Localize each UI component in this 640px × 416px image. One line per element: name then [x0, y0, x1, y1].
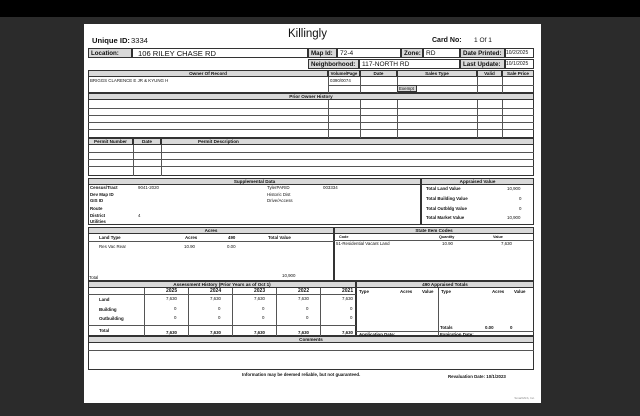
- gis-id-label: GIS ID: [90, 198, 104, 203]
- total-outbldg-value: 0: [519, 206, 522, 211]
- exempt-label: Exempt: [399, 85, 414, 91]
- assess-total-label: Total: [99, 328, 110, 333]
- map-id-label: Map Id:: [308, 48, 337, 58]
- assess-total-2022: 7,630: [298, 330, 309, 335]
- zone-label: Zone:: [401, 48, 423, 58]
- historic-dist-label: Historic Dist: [267, 191, 291, 197]
- card-no-value: 1 Of 1: [474, 37, 492, 44]
- volume-page-header: Volume/Page: [328, 70, 360, 77]
- district-label: District: [90, 213, 106, 218]
- total-value-header: Total Value: [268, 235, 291, 240]
- assess-total-2025: 7,630: [166, 330, 177, 335]
- t490-value-header-1: Value: [422, 288, 434, 294]
- prior-owner-header: Prior Owner History: [88, 93, 534, 100]
- state-quantity-value: 10.90: [442, 241, 453, 246]
- location-value: 106 RILEY CHASE RD: [138, 48, 216, 58]
- year-2024: 2024: [210, 287, 222, 294]
- t490-totals-label: Totals: [440, 325, 453, 330]
- total-building-label: Total Building Value: [426, 196, 468, 201]
- year-2023: 2023: [254, 287, 266, 294]
- viewer-top-bar: [0, 0, 640, 17]
- totals-490-header: 490 Appraised Totals: [356, 281, 534, 288]
- expiration-date-label: Expiration Date:: [440, 331, 474, 337]
- acres-header: Acres: [88, 227, 334, 234]
- assess-outbuilding-2022: 0: [306, 315, 309, 320]
- assess-outbuilding-label: Outbuilding: [99, 316, 124, 321]
- total-market-value: 10,900: [507, 215, 521, 220]
- quantity-header: Quantity: [439, 235, 455, 239]
- comments-header: Comments: [88, 336, 534, 343]
- col-490-header: 490: [228, 235, 236, 240]
- assess-outbuilding-2024: 0: [218, 315, 221, 320]
- permit-number-header: Permit Number: [88, 138, 133, 145]
- assess-outbuilding-2025: 0: [174, 315, 177, 320]
- t490-type-header-1: Type: [359, 288, 369, 294]
- date-printed-value: 10/2/2025: [506, 49, 529, 56]
- census-tract-label: Census/Tract: [90, 185, 118, 190]
- assess-building-label: Building: [99, 307, 117, 312]
- land-type-value: Res Vac Rear: [99, 244, 127, 249]
- page-title: Killingly: [288, 28, 327, 40]
- location-label: Location:: [88, 48, 132, 58]
- last-update-label: Last Update:: [460, 59, 505, 69]
- owner-header: Owner Of Record: [88, 70, 328, 77]
- neighborhood-value: 117-NORTH RD: [362, 60, 410, 68]
- assess-total-2023: 7,630: [254, 330, 265, 335]
- assess-total-2021: 7,630: [342, 330, 353, 335]
- acres-col-header: Acres: [185, 235, 198, 240]
- assess-land-2021: 7,630: [342, 296, 353, 301]
- neighborhood-label: Neighborhood:: [308, 59, 359, 69]
- assess-building-2021: 0: [350, 306, 353, 311]
- t490-value-header-2: Value: [514, 288, 526, 294]
- assessment-section: [88, 281, 356, 336]
- utilities-label: Utilities: [90, 219, 106, 224]
- year-2021: 2021: [342, 287, 354, 294]
- acres-total-value: 10,900: [282, 273, 296, 278]
- permit-date-header: Date: [133, 138, 161, 145]
- t490-totals-value: 0: [510, 325, 513, 330]
- total-land-value: 10,900: [507, 186, 521, 191]
- assess-building-2023: 0: [262, 306, 265, 311]
- assess-building-2024: 0: [218, 306, 221, 311]
- card-no-label: Card No:: [432, 37, 462, 44]
- date-printed-label: Date Printed:: [460, 48, 505, 58]
- sale-price-header: Sale Price: [502, 70, 534, 77]
- unique-id-label: Unique ID:: [92, 36, 130, 45]
- unique-id-value: 3334: [131, 36, 148, 45]
- t490-type-header-2: Type: [441, 288, 451, 294]
- last-update-value: 10/1/2025: [506, 60, 529, 67]
- land-type-header: Land Type: [99, 235, 121, 240]
- sales-type-header: Sales Type: [397, 70, 477, 77]
- acres-section: [88, 227, 334, 281]
- assess-outbuilding-2021: 0: [350, 315, 353, 320]
- t490-totals-acres: 0.00: [485, 325, 494, 330]
- valid-header: Valid: [477, 70, 502, 77]
- state-value-value: 7,630: [501, 241, 512, 246]
- v490-value: 0.00: [227, 244, 236, 249]
- year-2025: 2025: [166, 287, 178, 294]
- district-value: 4: [138, 213, 141, 218]
- assess-land-2022: 7,630: [298, 296, 309, 301]
- map-id-value: 72-4: [340, 49, 354, 57]
- assess-land-2025: 7,630: [166, 296, 177, 301]
- assess-building-2022: 0: [306, 306, 309, 311]
- property-card-page: [84, 24, 541, 403]
- tyler-parid-label: TylerPARID: [267, 185, 290, 190]
- drive-access-label: Drive/Access: [267, 198, 293, 203]
- total-land-label: Total Land Value: [426, 186, 461, 191]
- assess-land-2024: 7,630: [210, 296, 221, 301]
- assess-outbuilding-2023: 0: [262, 315, 265, 320]
- owner-name: BRIGGS CLARENCE E JR & KYUNG H: [90, 78, 169, 83]
- route-label: Route: [90, 206, 103, 211]
- tyler-parid-value: 003334: [323, 185, 338, 190]
- state-code-value: 51-Residential Vacant Land: [336, 241, 390, 246]
- assess-total-2024: 7,630: [210, 330, 221, 335]
- total-market-label: Total Market Value: [426, 215, 465, 220]
- total-outbldg-label: Total Outbldg Value: [426, 206, 467, 211]
- supplemental-header: Supplemental Data: [88, 178, 421, 185]
- owner-volume-page: 0390/0074: [330, 78, 351, 83]
- watermark-text: SmartMLS, Inc.: [514, 396, 535, 400]
- year-2022: 2022: [298, 287, 310, 294]
- permit-description-header: Permit Description: [161, 138, 534, 145]
- zone-value: RD: [426, 49, 436, 57]
- census-tract-value: 9041-2020: [138, 185, 159, 190]
- dev-map-id-label: Dev Map ID: [90, 191, 114, 197]
- assessment-header: Assessment History (Prior Years as of Oct 1): [88, 281, 356, 288]
- revaluation-date: Revaluation Date: 10/1/2023: [448, 374, 506, 379]
- acres-value: 10.90: [184, 244, 195, 249]
- value-header: Value: [493, 235, 503, 239]
- owner-date-header: Date: [360, 70, 397, 77]
- t490-acres-header-2: Acres: [492, 288, 505, 294]
- code-header: Code: [339, 235, 349, 239]
- assess-land-2023: 7,630: [254, 296, 265, 301]
- disclaimer-text: Information may be deemed reliable, but not guaranteed.: [242, 372, 361, 377]
- state-codes-section: [334, 227, 534, 281]
- state-codes-header: State Item Codes: [334, 227, 534, 234]
- application-date-label: Application Date:: [359, 331, 396, 337]
- total-building-value: 0: [519, 196, 522, 201]
- appraised-header: Appraised Value: [421, 178, 534, 185]
- acres-total-label: Total: [89, 275, 99, 280]
- assess-building-2025: 0: [174, 306, 177, 311]
- t490-acres-header-1: Acres: [400, 288, 413, 294]
- assess-land-label: Land: [99, 297, 110, 302]
